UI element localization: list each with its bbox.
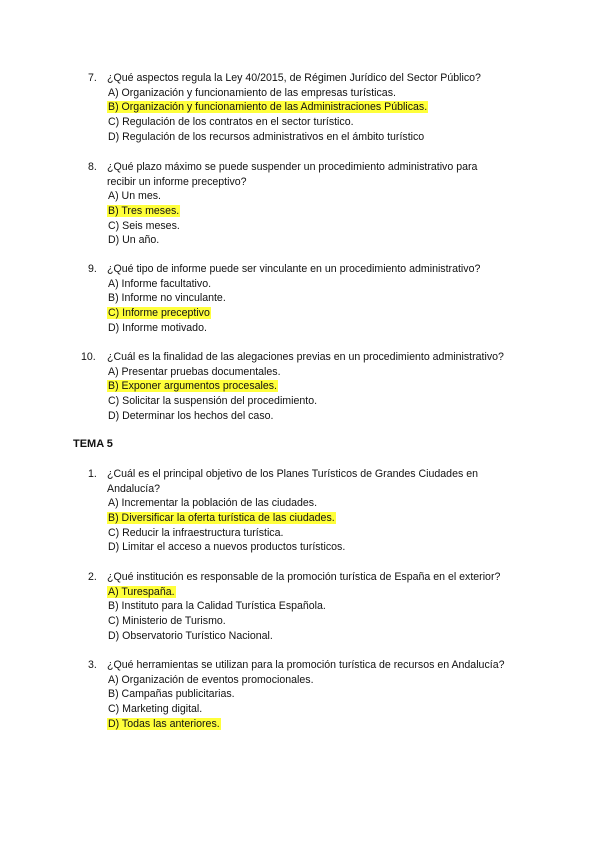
option-text: A) Organización y funcionamiento de las empresas turísticas. (108, 86, 396, 99)
option-c (107, 702, 600, 717)
option-b (107, 599, 600, 614)
option-d (107, 629, 600, 644)
option-b (107, 204, 600, 219)
tema5-question-1 (0, 467, 600, 555)
question-number: 9. (88, 263, 97, 275)
option-c (107, 614, 600, 629)
question-text: ¿Qué aspectos regula la Ley 40/2015, de Régimen Jurídico del Sector Público? (107, 72, 481, 84)
option-text-highlighted: B) Tres meses. (108, 204, 180, 217)
option-c (107, 306, 600, 321)
option-text-highlighted: B) Diversificar la oferta turística de las ciudades. (108, 511, 335, 524)
question-text: ¿Qué tipo de informe puede ser vinculante en un procedimiento administrativo? (107, 263, 481, 275)
option-text-highlighted: B) Exponer argumentos procesales. (108, 380, 277, 393)
question-text: ¿Qué plazo máximo se puede suspender un procedimiento administrativo para recibir un informe preceptivo? (107, 161, 478, 188)
option-text: A) Organización de eventos promocionales. (108, 673, 314, 686)
option-a (107, 86, 600, 101)
question-number: 10. (81, 351, 96, 363)
option-b (107, 291, 600, 306)
option-b (107, 100, 600, 115)
option-text: C) Reducir la infraestructura turística. (108, 526, 284, 539)
question-number: 7. (88, 72, 97, 84)
option-d (107, 321, 600, 336)
option-d (107, 233, 600, 248)
option-text: C) Solicitar la suspensión del procedimiento. (108, 395, 318, 407)
question-number: 2. (88, 571, 97, 583)
option-text: D) Limitar el acceso a nuevos productos turísticos. (108, 541, 346, 554)
option-a (107, 496, 600, 511)
option-text: B) Instituto para la Calidad Turística Española. (108, 600, 326, 613)
option-c (107, 526, 600, 541)
option-text-highlighted: A) Turespaña. (108, 585, 175, 598)
question-text: ¿Cuál es el principal objetivo de los Planes Turísticos de Grandes Ciudades en Andalucía? (107, 468, 478, 495)
option-text: B) Informe no vinculante. (108, 292, 226, 305)
option-c (107, 394, 600, 409)
option-b (107, 687, 600, 702)
tema5-question-2 (0, 570, 600, 643)
question-number: 3. (88, 659, 97, 671)
option-text-highlighted: D) Todas las anteriores. (108, 717, 220, 730)
option-a (107, 189, 600, 204)
option-d (107, 540, 600, 555)
option-text: C) Marketing digital. (108, 703, 203, 715)
option-b (107, 511, 600, 526)
option-a (107, 277, 600, 292)
question-8 (0, 160, 600, 248)
option-b (107, 379, 600, 394)
option-text: C) Seis meses. (108, 219, 180, 232)
question-text: ¿Cuál es la finalidad de las alegaciones previas en un procedimiento administrativo? (107, 351, 504, 363)
section-title: TEMA 5 (73, 438, 113, 450)
option-text: A) Incrementar la población de las ciudades. (108, 497, 318, 510)
question-7 (0, 71, 600, 144)
option-c (107, 115, 600, 130)
option-c (107, 219, 600, 234)
option-d (107, 409, 600, 424)
option-text: D) Determinar los hechos del caso. (108, 409, 274, 422)
option-a (107, 673, 600, 688)
question-number: 8. (88, 161, 97, 173)
option-text: D) Informe motivado. (108, 321, 207, 334)
option-text-highlighted: B) Organización y funcionamiento de las Administraciones Públicas. (108, 101, 428, 114)
option-text: A) Presentar pruebas documentales. (108, 365, 281, 378)
option-text: C) Regulación de los contratos en el sector turístico. (108, 116, 354, 128)
option-d (107, 717, 600, 732)
option-text: C) Ministerio de Turismo. (108, 615, 226, 627)
question-10 (0, 350, 600, 423)
option-d (107, 130, 600, 145)
option-text: D) Observatorio Turístico Nacional. (108, 629, 273, 642)
option-a (107, 585, 600, 600)
option-text: D) Regulación de los recursos administrativos en el ámbito turístico (108, 130, 425, 143)
question-text: ¿Qué institución es responsable de la promoción turística de España en el exterior? (107, 571, 501, 583)
option-text: A) Un mes. (108, 190, 161, 203)
option-text: A) Informe facultativo. (108, 277, 212, 290)
tema5-question-3 (0, 658, 600, 731)
question-9 (0, 262, 600, 335)
option-text: B) Campañas publicitarias. (108, 688, 235, 701)
option-text: D) Un año. (108, 234, 160, 247)
option-a (107, 365, 600, 380)
option-text-highlighted: C) Informe preceptivo (108, 307, 210, 319)
question-text: ¿Qué herramientas se utilizan para la promoción turística de recursos en Andalucía? (107, 659, 505, 671)
question-number: 1. (88, 468, 97, 480)
